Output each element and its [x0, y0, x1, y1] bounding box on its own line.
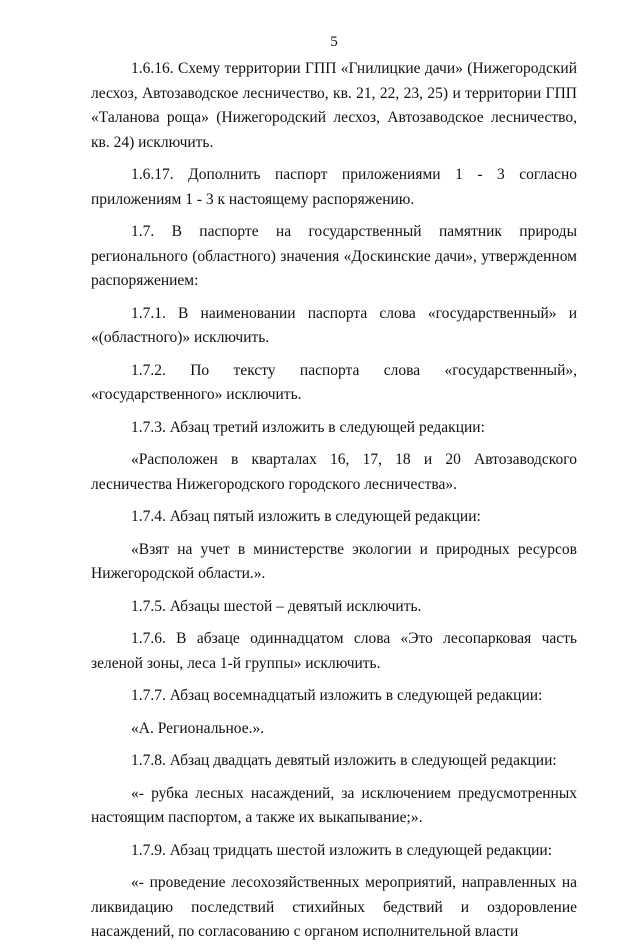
paragraph-quote-2: «Взят на учет в министерстве экологии и природных ресурсов Нижегородской области.». — [91, 540, 577, 582]
paragraph-quote-3: «А. Региональное.». — [131, 719, 265, 737]
paragraph-1-7-1: 1.7.1. В наименовании паспорта слова «государственный» и «(областного)» исключить. — [91, 304, 577, 346]
paragraph-1-7-9: 1.7.9. Абзац тридцать шестой изложить в следующей редакции: — [131, 841, 553, 859]
paragraph-1-7-6: 1.7.6. В абзаце одиннадцатом слова «Это лесопарковая часть зеленой зоны, леса 1-й группы» исключить. — [91, 630, 577, 672]
paragraph-1-7-3: 1.7.3. Абзац третий изложить в следующей редакции: — [131, 418, 485, 436]
paragraph-1-6-16: 1.6.16. Схему территории ГПП «Гнилицкие дачи» (Нижегородский лесхоз, Автозаводское лесничество, кв. 21, 22, 23, 25) и территории ГПП «Таланова роща» (Нижегородский лесхоз, Автозаводское лесничество, кв. 24) исключить. — [91, 60, 577, 151]
paragraph-1-6-17: 1.6.17. Дополнить паспорт приложениями 1 - 3 согласно приложениям 1 - 3 к настоящему распоряжению. — [91, 166, 577, 208]
paragraph-quote-1: «Расположен в кварталах 16, 17, 18 и 20 Автозаводского лесничества Нижегородского городского лесничества». — [91, 451, 577, 493]
paragraph-quote-5: «- проведение лесохозяйственных мероприятий, направленных на ликвидацию последствий стихийных бедствий и оздоровление насаждений, по согласованию с органом исполнительной власти — [91, 874, 577, 940]
paragraph-1-7: 1.7. В паспорте на государственный памятник природы регионального (областного) значения «Доскинские дачи», утвержденном распоряжением: — [91, 223, 577, 289]
paragraph-1-7-5: 1.7.5. Абзацы шестой – девятый исключить. — [131, 597, 422, 615]
paragraph-1-7-2: 1.7.2. По тексту паспорта слова «государственный», «государственного» исключить. — [91, 361, 577, 403]
paragraph-1-7-4: 1.7.4. Абзац пятый изложить в следующей редакции: — [131, 508, 481, 525]
paragraph-1-7-7: 1.7.7. Абзац восемнадцатый изложить в следующей редакции: — [131, 687, 543, 704]
paragraph-quote-4: «- рубка лесных насаждений, за исключением предусмотренных настоящим паспортом, а также их выкапывание;». — [91, 784, 577, 826]
paragraph-1-7-8: 1.7.8. Абзац двадцать девятый изложить в следующей редакции: — [131, 752, 557, 769]
page-number: 5 — [330, 34, 338, 50]
